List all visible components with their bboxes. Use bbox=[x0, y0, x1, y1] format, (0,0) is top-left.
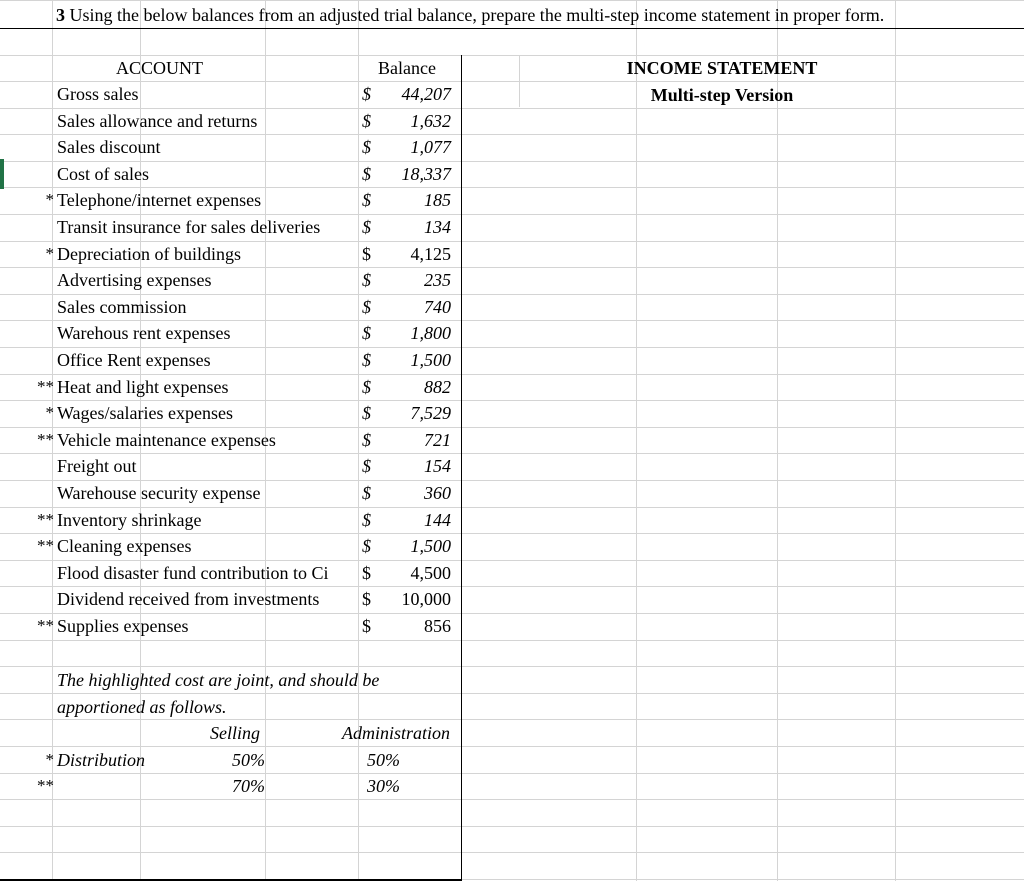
administration-header[interactable]: Administration bbox=[341, 723, 450, 743]
dollar-sign: $ bbox=[362, 616, 371, 636]
dollar-sign: $ bbox=[362, 589, 371, 609]
account-balance[interactable]: 44,207 bbox=[401, 84, 451, 104]
account-balance[interactable]: 4,500 bbox=[410, 563, 451, 583]
note-row-1 bbox=[0, 667, 1024, 693]
joint-cost-marker bbox=[20, 453, 54, 479]
note-row-2 bbox=[0, 694, 1024, 720]
account-name[interactable]: Vehicle maintenance expenses bbox=[57, 430, 276, 450]
account-balance[interactable]: 235 bbox=[424, 270, 451, 290]
table-right-border bbox=[461, 55, 462, 881]
dollar-sign: $ bbox=[362, 297, 371, 317]
account-name[interactable]: Sales discount bbox=[57, 137, 161, 157]
account-name[interactable]: Supplies expenses bbox=[57, 616, 189, 636]
joint-cost-marker: * bbox=[45, 403, 54, 422]
account-row bbox=[0, 427, 1024, 453]
selling-header[interactable]: Selling bbox=[210, 723, 260, 743]
account-balance[interactable]: 144 bbox=[424, 510, 451, 530]
account-row bbox=[0, 214, 1024, 240]
account-row bbox=[0, 187, 1024, 213]
question-title[interactable] bbox=[56, 5, 884, 26]
dollar-sign: $ bbox=[362, 563, 371, 583]
joint-cost-marker: ** bbox=[37, 430, 54, 449]
account-row bbox=[0, 586, 1024, 612]
account-row bbox=[0, 480, 1024, 506]
account-row bbox=[0, 81, 1024, 107]
account-balance[interactable]: 134 bbox=[424, 217, 451, 237]
account-row bbox=[0, 374, 1024, 400]
account-name[interactable]: Gross sales bbox=[57, 84, 139, 104]
account-name[interactable]: Inventory shrinkage bbox=[57, 510, 202, 530]
income-statement-title[interactable]: INCOME STATEMENT bbox=[626, 58, 818, 78]
account-name[interactable]: Sales allowance and returns bbox=[57, 111, 258, 131]
account-name[interactable]: Flood disaster fund contribution to Ci bbox=[57, 563, 329, 583]
header-row bbox=[0, 55, 1024, 81]
balance-header[interactable]: Balance bbox=[378, 58, 436, 78]
account-balance[interactable]: 1,800 bbox=[410, 323, 451, 343]
note-line-2[interactable]: apportioned as follows. bbox=[57, 697, 227, 717]
dollar-sign: $ bbox=[362, 536, 371, 556]
account-balance[interactable]: 360 bbox=[424, 483, 451, 503]
admin-percent[interactable]: 50% bbox=[367, 750, 400, 770]
account-row bbox=[0, 294, 1024, 320]
selling-percent[interactable]: 50% bbox=[232, 750, 265, 770]
dollar-sign: $ bbox=[362, 164, 371, 184]
income-statement-subtitle[interactable]: Multi-step Version bbox=[650, 85, 794, 105]
account-balance[interactable]: 18,337 bbox=[401, 164, 451, 184]
joint-cost-marker bbox=[20, 586, 54, 612]
dollar-sign: $ bbox=[362, 510, 371, 530]
dollar-sign: $ bbox=[362, 430, 371, 450]
account-balance[interactable]: 882 bbox=[424, 377, 451, 397]
admin-percent[interactable]: 30% bbox=[367, 776, 400, 796]
dollar-sign: $ bbox=[362, 84, 371, 104]
account-name[interactable]: Cost of sales bbox=[57, 164, 149, 184]
account-name[interactable]: Dividend received from investments bbox=[57, 589, 320, 609]
joint-cost-marker bbox=[20, 267, 54, 293]
dollar-sign: $ bbox=[362, 111, 371, 131]
account-name[interactable]: Advertising expenses bbox=[57, 270, 212, 290]
account-header[interactable]: ACCOUNT bbox=[115, 58, 203, 78]
account-balance[interactable]: 856 bbox=[424, 616, 451, 636]
apportion-name[interactable]: Distribution bbox=[57, 750, 146, 770]
account-name[interactable]: Transit insurance for sales deliveries bbox=[57, 217, 321, 237]
account-row bbox=[0, 507, 1024, 533]
dollar-sign: $ bbox=[362, 244, 371, 264]
joint-cost-marker bbox=[20, 480, 54, 506]
joint-cost-marker bbox=[20, 81, 54, 107]
account-balance[interactable]: 1,500 bbox=[410, 536, 451, 556]
account-row bbox=[0, 267, 1024, 293]
account-name[interactable]: Warehouse security expense bbox=[57, 483, 261, 503]
account-row bbox=[0, 320, 1024, 346]
dollar-sign: $ bbox=[362, 377, 371, 397]
joint-cost-marker: ** bbox=[37, 377, 54, 396]
grid-hline bbox=[0, 640, 1024, 641]
dollar-sign: $ bbox=[362, 456, 371, 476]
joint-cost-marker: ** bbox=[37, 616, 54, 635]
joint-cost-marker: * bbox=[45, 190, 54, 209]
account-row bbox=[0, 453, 1024, 479]
account-balance[interactable]: 154 bbox=[424, 456, 451, 476]
account-row bbox=[0, 161, 1024, 187]
joint-cost-marker: ** bbox=[37, 536, 54, 555]
joint-cost-marker: ** bbox=[37, 510, 54, 529]
dollar-sign: $ bbox=[362, 350, 371, 370]
joint-cost-marker bbox=[20, 560, 54, 586]
note-line-1[interactable]: The highlighted cost are joint, and should be bbox=[57, 670, 380, 690]
question-number: 3 bbox=[56, 5, 65, 25]
account-row bbox=[0, 347, 1024, 373]
account-balance[interactable]: 1,632 bbox=[410, 111, 451, 131]
question-text: Using the below balances from an adjusted trial balance, prepare the multi-step income statement in proper form. bbox=[69, 5, 885, 25]
account-balance[interactable]: 1,077 bbox=[410, 137, 451, 157]
account-balance[interactable]: 10,000 bbox=[401, 589, 451, 609]
account-name[interactable]: Cleaning expenses bbox=[57, 536, 192, 556]
selling-percent[interactable]: 70% bbox=[232, 776, 265, 796]
grid-hline bbox=[0, 799, 1024, 800]
account-name[interactable]: Warehous rent expenses bbox=[57, 323, 231, 343]
account-row bbox=[0, 533, 1024, 559]
account-balance[interactable]: 4,125 bbox=[410, 244, 451, 264]
account-name[interactable]: Sales commission bbox=[57, 297, 187, 317]
dollar-sign: $ bbox=[362, 137, 371, 157]
account-balance[interactable]: 721 bbox=[424, 430, 451, 450]
joint-cost-marker: * bbox=[45, 244, 54, 263]
joint-cost-marker bbox=[20, 108, 54, 134]
account-row bbox=[0, 400, 1024, 426]
account-balance[interactable]: 1,500 bbox=[410, 350, 451, 370]
account-row bbox=[0, 613, 1024, 639]
account-balance[interactable]: 185 bbox=[424, 190, 451, 210]
apportion-marker: ** bbox=[37, 776, 54, 795]
dollar-sign: $ bbox=[362, 190, 371, 210]
joint-cost-marker bbox=[20, 214, 54, 240]
dollar-sign: $ bbox=[362, 217, 371, 237]
apportion-marker: * bbox=[45, 750, 54, 769]
joint-cost-marker bbox=[20, 161, 54, 187]
apportion-header-row bbox=[0, 720, 1024, 746]
dollar-sign: $ bbox=[362, 483, 371, 503]
account-row bbox=[0, 108, 1024, 134]
apportion-row bbox=[0, 773, 1024, 799]
account-name[interactable]: Freight out bbox=[57, 456, 137, 476]
account-balance[interactable]: 7,529 bbox=[410, 403, 451, 423]
apportion-row bbox=[0, 747, 1024, 773]
account-name[interactable]: Depreciation of buildings bbox=[57, 244, 241, 264]
joint-cost-marker bbox=[20, 320, 54, 346]
account-name[interactable]: Heat and light expenses bbox=[57, 377, 229, 397]
joint-cost-marker bbox=[20, 294, 54, 320]
dollar-sign: $ bbox=[362, 270, 371, 290]
account-balance[interactable]: 740 bbox=[424, 297, 451, 317]
grid-hline bbox=[0, 826, 1024, 827]
joint-cost-marker bbox=[20, 347, 54, 373]
account-name[interactable]: Office Rent expenses bbox=[57, 350, 211, 370]
account-name[interactable]: Wages/salaries expenses bbox=[57, 403, 233, 423]
account-row bbox=[0, 134, 1024, 160]
grid-hline bbox=[0, 852, 1024, 853]
dollar-sign: $ bbox=[362, 323, 371, 343]
account-row bbox=[0, 560, 1024, 586]
joint-cost-marker bbox=[20, 134, 54, 160]
title-border bbox=[0, 28, 1024, 29]
grid-hline bbox=[0, 0, 1024, 1]
dollar-sign: $ bbox=[362, 403, 371, 423]
account-name[interactable]: Telephone/internet expenses bbox=[57, 190, 262, 210]
account-row bbox=[0, 241, 1024, 267]
